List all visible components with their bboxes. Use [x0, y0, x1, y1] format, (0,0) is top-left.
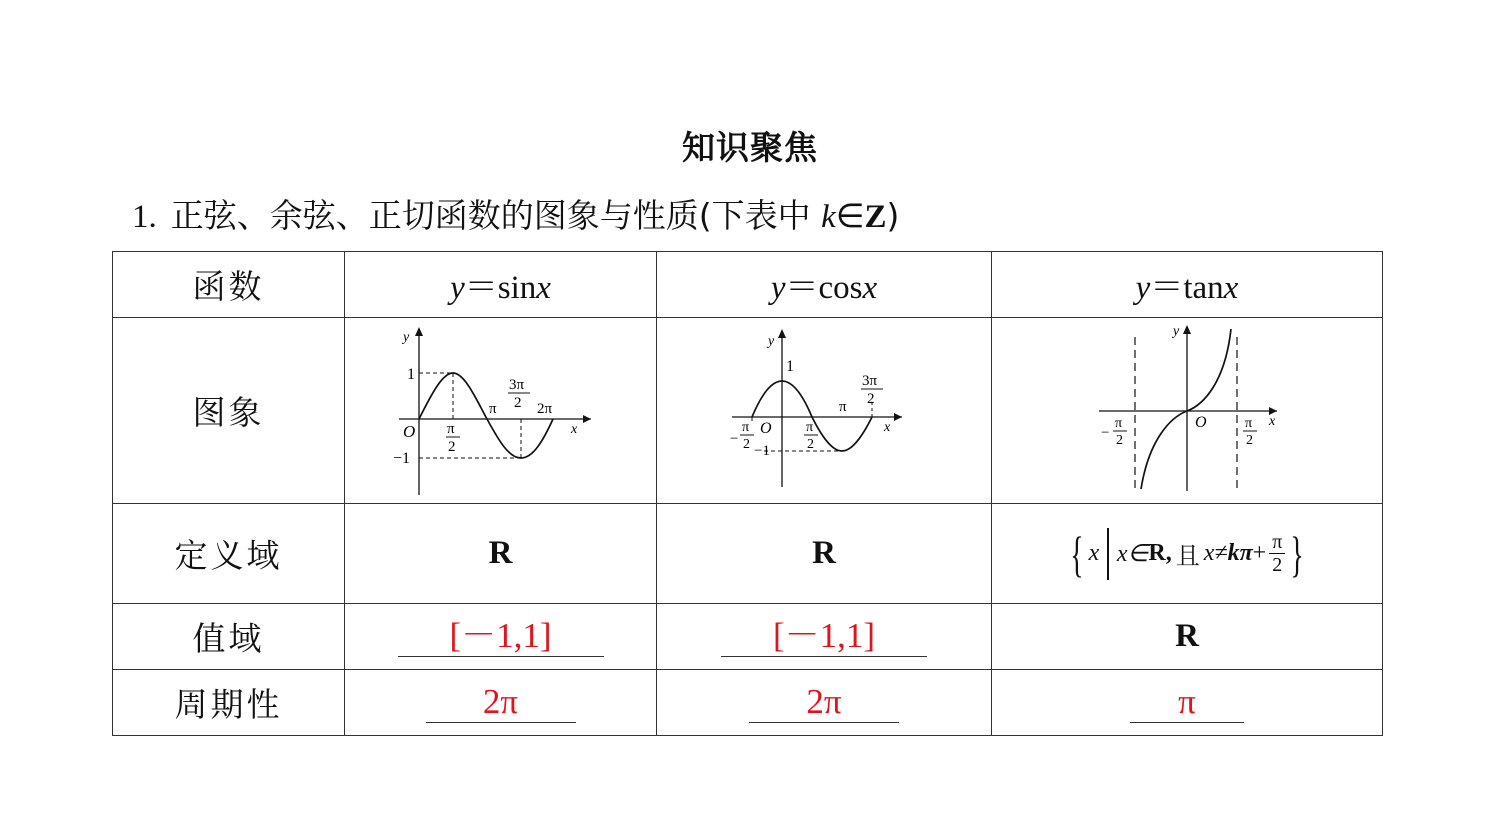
section-title: 知识聚焦	[682, 128, 818, 167]
sin-half-pi-num: π	[446, 420, 455, 437]
domain-tan-set	[1065, 525, 1310, 582]
cos-half-num: π	[806, 419, 814, 435]
domain-sin: R	[345, 504, 657, 604]
graph-cell-sin	[345, 318, 657, 504]
function-sin	[345, 252, 657, 318]
sin-pi: π	[488, 400, 497, 417]
cos-three-half-den: 2	[867, 390, 875, 407]
range-sin	[345, 604, 657, 670]
sin-x-label: x	[570, 421, 577, 437]
fn-tan-y: y	[1135, 270, 1151, 306]
range-sin-answer: [－1,1]	[398, 616, 604, 657]
cos-neg-one: −1	[754, 442, 770, 459]
domain-tan-R: R	[1148, 540, 1166, 566]
tan-graph	[1087, 321, 1287, 497]
fn-cos-y: y	[770, 270, 786, 306]
tan-origin: O	[1195, 413, 1207, 431]
fn-cos-x: x	[862, 270, 878, 306]
cos-neg-half-num: π	[742, 419, 750, 435]
range-cos	[657, 604, 992, 670]
set-divider	[1107, 528, 1109, 580]
cos-one: 1	[786, 357, 794, 375]
cos-origin: O	[760, 419, 772, 437]
tan-neg-half-num: π	[1115, 415, 1123, 431]
cos-neg-half-minus: −	[730, 430, 739, 447]
domain-tan-comma: ,	[1165, 540, 1172, 566]
range-cos-answer: [－1,1]	[721, 616, 927, 657]
cos-y-arrow-icon	[778, 329, 786, 338]
fn-tan-x: x	[1223, 270, 1239, 306]
fn-cos-eq: ＝	[785, 270, 819, 306]
sin-y-arrow-icon	[415, 327, 423, 336]
cos-pi: π	[839, 398, 847, 415]
domain-tan-neq: x≠	[1203, 540, 1228, 566]
domain-tan-plus: +	[1252, 540, 1267, 566]
cos-half-den: 2	[807, 436, 814, 452]
period-tan-answer: π	[1130, 682, 1244, 723]
heading-text: 正弦、余弦、正切函数的图象与性质(下表中	[170, 196, 822, 235]
sin-one: 1	[406, 365, 415, 383]
fn-tan-name: tan	[1183, 270, 1224, 306]
sin-three-half-den: 2	[513, 394, 521, 411]
sin-half-pi-den: 2	[447, 438, 455, 455]
row-label-period: 周期性	[113, 670, 345, 736]
heading-k: k	[821, 199, 836, 235]
cos-x-label: x	[884, 419, 891, 435]
heading-in: ∈	[835, 196, 865, 235]
fn-sin-x: x	[536, 270, 551, 306]
left-brace-icon: {	[1070, 525, 1084, 582]
trig-properties-table	[112, 251, 1383, 736]
period-cos-answer: 2π	[749, 682, 899, 723]
tan-half-den: 2	[1246, 432, 1253, 448]
function-tan	[992, 252, 1383, 318]
sin-three-half-num: 3π	[508, 376, 524, 393]
period-sin-answer: 2π	[426, 682, 576, 723]
cos-neg-half-den: 2	[743, 436, 750, 452]
tan-y-arrow-icon	[1183, 325, 1191, 334]
domain-tan-and: 且	[1175, 542, 1200, 570]
domain-tan-num: π	[1269, 531, 1285, 554]
domain-tan-den: 2	[1272, 554, 1283, 576]
fn-tan-eq: ＝	[1150, 270, 1184, 306]
sin-graph	[391, 321, 611, 497]
sin-origin: O	[402, 421, 415, 441]
cos-y-label: y	[768, 333, 775, 349]
row-label-function: 函数	[113, 252, 345, 318]
row-label-range: 值域	[113, 604, 345, 670]
row-label-domain: 定义域	[113, 504, 345, 604]
domain-tan-fraction	[1269, 531, 1285, 576]
table-row-period	[113, 670, 1383, 736]
sin-y-label: y	[402, 329, 409, 345]
cos-graph	[724, 321, 924, 497]
table-row-range	[113, 604, 1383, 670]
fn-sin-eq: ＝	[464, 270, 498, 306]
tan-x-label: x	[1269, 413, 1276, 429]
domain-tan	[992, 504, 1383, 604]
table-row-functions	[113, 252, 1383, 318]
domain-tan-x: x	[1088, 540, 1100, 566]
tan-half-num: π	[1245, 415, 1253, 431]
period-sin	[345, 670, 657, 736]
fn-cos-name: cos	[818, 270, 863, 306]
domain-cos: R	[657, 504, 992, 604]
graph-cell-cos	[657, 318, 992, 504]
fn-sin-y: y	[450, 270, 465, 306]
table-row-domain	[113, 504, 1383, 604]
tan-neg-half-den: 2	[1116, 432, 1123, 448]
tan-neg-half-minus: −	[1101, 424, 1110, 441]
range-tan: R	[992, 604, 1383, 670]
table-row-graphs	[113, 318, 1383, 504]
domain-tan-cond-x: x∈	[1116, 541, 1149, 567]
function-cos	[657, 252, 992, 318]
domain-tan-kpi: kπ	[1227, 540, 1253, 566]
heading-Z: Z	[864, 199, 887, 235]
period-cos	[657, 670, 992, 736]
sin-neg-one: −1	[392, 449, 410, 467]
period-tan	[992, 670, 1383, 736]
tan-y-label: y	[1173, 323, 1180, 339]
section-heading	[132, 190, 899, 237]
right-brace-icon: }	[1290, 525, 1304, 582]
sin-x-arrow-icon	[583, 415, 591, 423]
cos-three-half-num: 3π	[862, 372, 878, 389]
heading-close: )	[886, 196, 900, 235]
graph-cell-tan	[992, 318, 1383, 504]
heading-number: 1.	[132, 199, 157, 235]
sin-curve	[419, 373, 553, 458]
row-label-graph: 图象	[113, 318, 345, 504]
sin-two-pi: 2π	[536, 400, 552, 417]
tan-curve	[1141, 329, 1231, 489]
cos-x-arrow-icon	[894, 413, 902, 421]
fn-sin-name: sin	[497, 270, 537, 306]
